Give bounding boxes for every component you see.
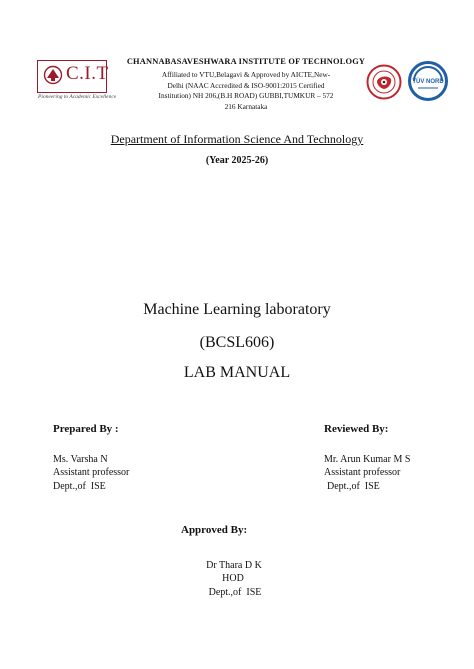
preparer-role: Assistant professor	[53, 467, 130, 479]
reviewer-name: Mr. Arun Kumar M S	[324, 454, 411, 465]
aicte-logo-icon	[366, 64, 402, 100]
academic-year: (Year 2025-26)	[205, 155, 269, 166]
reviewed-by-label: Reviewed By:	[324, 423, 389, 435]
approver-role: HOD	[222, 573, 244, 585]
document-type: LAB MANUAL	[183, 364, 291, 381]
preparer-dept: Dept.,of ISE	[53, 480, 106, 492]
affiliation-line: Affiliated to VTU,Belagavi & Approved by AICTE,New-	[161, 70, 331, 79]
preparer-name: Ms. Varsha N	[53, 454, 108, 465]
institute-name: CHANNABASAVESHWARA INSTITUTE OF TECHNOLOGY	[126, 57, 366, 66]
affiliation-line: 216 Karnataka	[224, 101, 268, 111]
approved-by-details	[0, 559, 474, 599]
course-title: Machine Learning laboratory	[143, 301, 331, 318]
cit-logo-text: C.I.T	[66, 63, 109, 84]
reviewer-dept: Dept.,of ISE	[327, 480, 380, 492]
approver-dept: Dept.,of ISE	[208, 586, 262, 598]
approved-by-label: Approved By:	[181, 524, 248, 536]
reviewed-by-details	[324, 453, 410, 493]
cit-logo	[37, 60, 117, 105]
affiliation-line: Institution) NH 206,(B.H ROAD) GUBBI,TUMKUR – 572	[158, 91, 334, 101]
course-code: (BCSL606)	[199, 334, 275, 351]
iso-badge-text: TÜV NORD	[412, 79, 444, 85]
approver-name: Dr Thara D K	[206, 560, 262, 571]
affiliation-line: Delhi (NAAC Accredited & ISO-9001:2015 Certified	[167, 80, 325, 90]
department-name: Department of Information Science And Technology	[110, 132, 364, 146]
prepared-by-details	[53, 453, 129, 493]
institute-affiliation	[124, 70, 368, 112]
reviewer-role: Assistant professor	[324, 467, 401, 479]
prepared-by-label: Prepared By :	[53, 423, 119, 435]
cit-emblem-icon	[43, 65, 63, 85]
cit-logo-tagline: Pioneering to Academic Excellence	[38, 94, 117, 100]
iso-certification-logo-icon	[408, 61, 448, 101]
